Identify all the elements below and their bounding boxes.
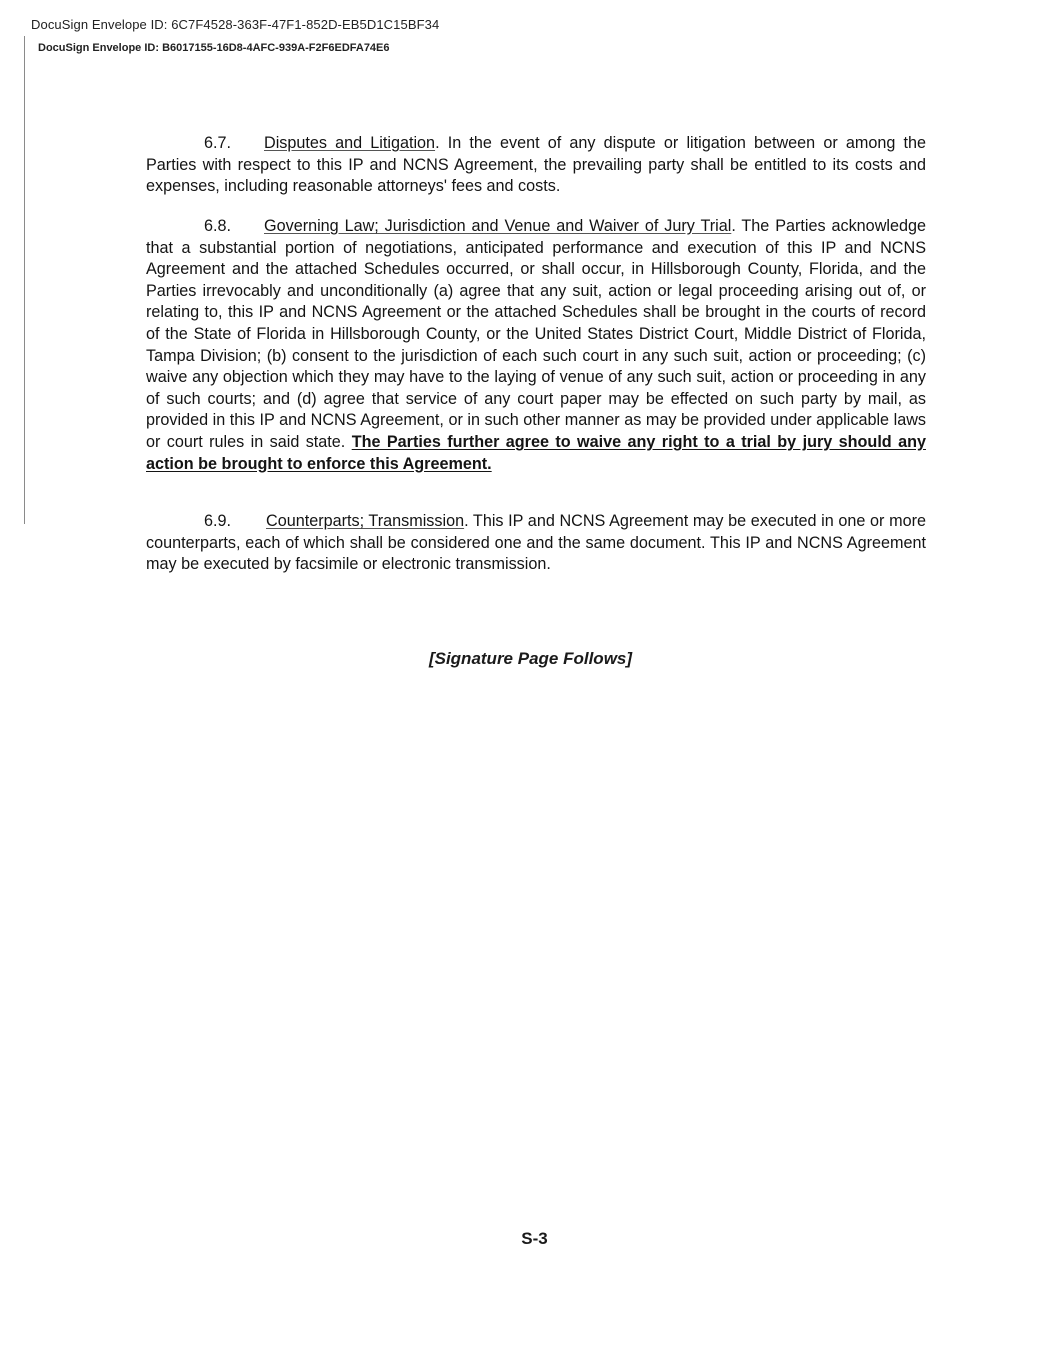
section-heading: Disputes and Litigation (264, 134, 436, 152)
section-heading: Counterparts; Transmission (266, 512, 465, 530)
signature-page-follows: [Signature Page Follows] (428, 649, 633, 668)
docusign-envelope-id-inner: DocuSign Envelope ID: B6017155-16D8-4AFC-939A-F2F6EDFA74E6 (38, 42, 390, 54)
section-number: 6.7. (204, 134, 232, 152)
section-number: 6.9. (204, 512, 232, 530)
jury-waiver-text: The Parties further agree to waive any right to a trial by jury should any action be brought to enforce this Agreement. (146, 432, 926, 473)
section-number: 6.8. (204, 217, 232, 235)
section-heading: Governing Law; Jurisdiction and Venue and Waiver of Jury Trial (264, 217, 732, 235)
section-6-7 (146, 133, 926, 198)
docusign-envelope-id-outer: DocuSign Envelope ID: 6C7F4528-363F-47F1-852D-EB5D1C15BF34 (31, 17, 440, 32)
section-text: . This IP and NCNS Agreement may be executed in one or more counterparts, each of which shall be considered one and the same document. This IP and NCNS Agreement may be executed by facsimile or electronic transmission. (146, 512, 926, 574)
page-number: S-3 (521, 1229, 548, 1248)
section-text: . The Parties acknowledge that a substantial portion of negotiations, anticipated performance and execution of this IP and NCNS Agreement and the attached Schedules occurred, or shall occur, in Hillsborough County, Florida, and the Parties irrevocably and unconditionally (a) agree that any suit, action or legal proceeding arising out of, or relating to, this IP and NCNS Agreement or the attached Schedules shall be brought in the courts of record of the State of Florida in Hillsborough County, or the United States District Court, Middle District of Florida, Tampa Division; (b) consent to the jurisdiction of each such court in any such suit, action or proceeding; (c) waive any objection which they may have to the laying of venue of any such suit, action or proceeding in any of such courts; and (d) agree that service of any court paper may be effected on such party by mail, as provided in this IP and NCNS Agreement, or in such other manner as may be provided under applicable laws or court rules in said state. (146, 217, 926, 451)
section-6-8 (146, 216, 926, 475)
section-6-9 (146, 511, 926, 576)
section-text: . In the event of any dispute or litigation between or among the Parties with respect to this IP and NCNS Agreement, the prevailing party shall be entitled to its costs and expenses, including reasonable attorneys' fees and costs. (146, 134, 926, 196)
margin-line (24, 36, 25, 524)
